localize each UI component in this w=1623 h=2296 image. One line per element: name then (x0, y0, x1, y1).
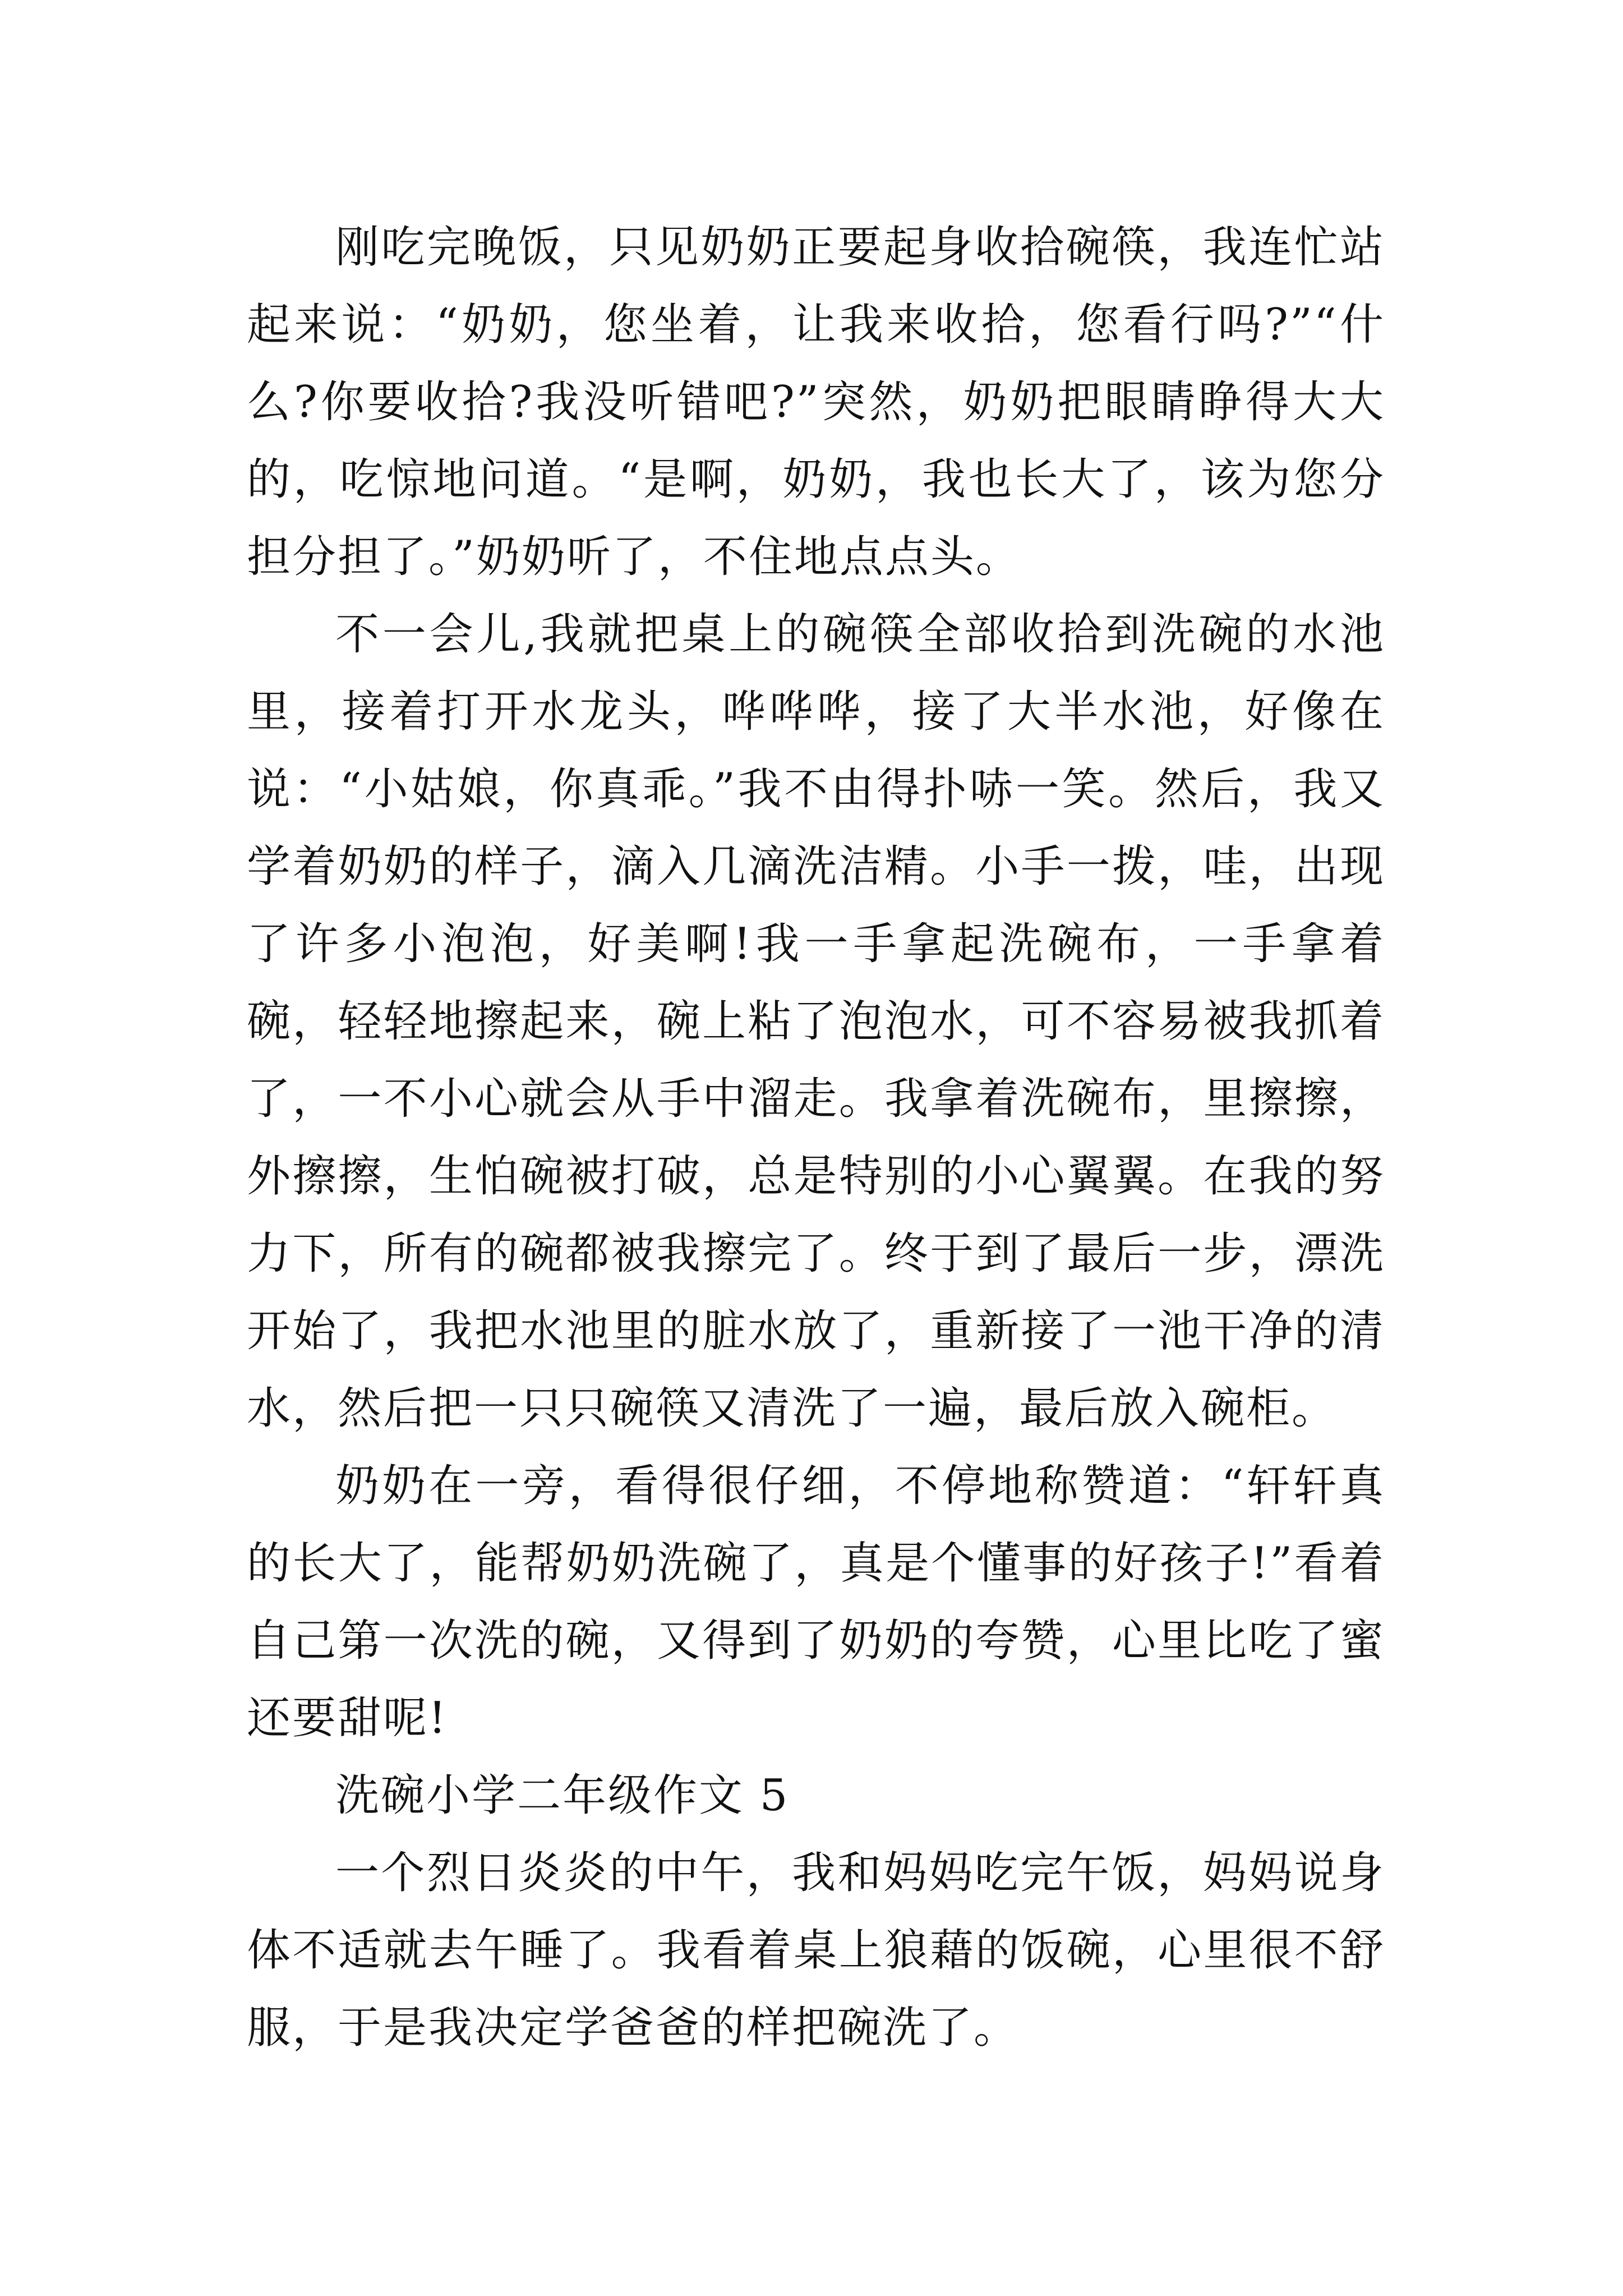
document-body (247, 209, 1385, 2067)
section-paragraph-1: 一个烈日炎炎的中午，我和妈妈吃完午饭，妈妈说身体不适就去午睡了。我看着桌上狼藉的饭碗，心里很不舒服，于是我决定学爸爸的样把碗洗了。 (247, 1848, 1385, 2053)
paragraph-2: 不一会儿,我就把桌上的碗筷全部收拾到洗碗的水池里，接着打开水龙头，哗哗哗，接了大半水池，好像在说：“小姑娘，你真乖。”我不由得扑哧一笑。然后，我又学着奶奶的样子，滴入几滴洗洁精。小手一拨，哇，出现了许多小泡泡，好美啊!我一手拿起洗碗布，一手拿着碗，轻轻地擦起来，碗上粘了泡泡水，可不容易被我抓着了，一不小心就会从手中溜走。我拿着洗碗布，里擦擦，外擦擦，生怕碗被打破，总是特别的小心翼翼。在我的努力下，所有的碗都被我擦完了。终于到了最后一步，漂洗开始了，我把水池里的脏水放了，重新接了一池干净的清水，然后把一只只碗筷又清洗了一遍，最后放入碗柜。 (247, 609, 1385, 1434)
paragraph-3: 奶奶在一旁，看得很仔细，不停地称赞道：“轩轩真的长大了，能帮奶奶洗碗了，真是个懂事的好孩子!”看着自己第一次洗的碗，又得到了奶奶的夸赞，心里比吃了蜜还要甜呢! (247, 1461, 1385, 1743)
paragraph-1: 刚吃完晚饭，只见奶奶正要起身收拾碗筷，我连忙站起来说：“奶奶，您坐着，让我来收拾，您看行吗?”“什么?你要收拾?我没听错吧?”突然，奶奶把眼睛睁得大大的，吃惊地问道。“是啊，奶奶，我也长大了，该为您分担分担了。”奶奶听了，不住地点点头。 (247, 222, 1385, 582)
section-title: 洗碗小学二年级作文 5 (335, 1770, 790, 1821)
